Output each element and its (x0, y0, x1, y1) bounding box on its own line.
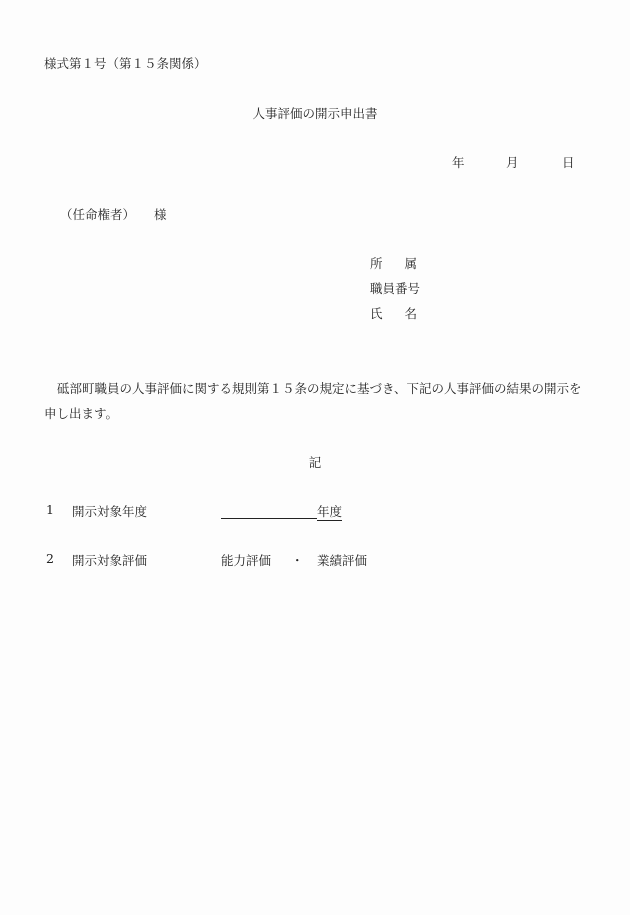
item-number: 1 (46, 502, 54, 517)
option-separator: ・ (291, 553, 304, 568)
staff-number-label: 職員番号 (370, 281, 421, 296)
appointing-authority-label: （任命権者） (60, 207, 136, 222)
option-ability-evaluation: 能力評価 (221, 553, 272, 568)
document-title: 人事評価の開示申出書 (252, 106, 378, 121)
name-label: 氏名 (370, 306, 440, 321)
date-month-label: 月 (506, 155, 519, 170)
request-statement: 砥部町職員の人事評価に関する規則第１５条の規定に基づき、下記の人事評価の結果の開示を申し出ます。 (44, 381, 582, 421)
addressee-honorific: 様 (154, 207, 167, 222)
fiscal-year-suffix: 年度 (317, 504, 343, 519)
note-heading: 記 (308, 455, 322, 470)
year-blank-field (221, 502, 317, 519)
option-performance-evaluation: 業績評価 (317, 553, 368, 568)
date-year-label: 年 (452, 155, 465, 170)
item-number: 2 (46, 551, 54, 566)
date-day-label: 日 (562, 155, 575, 170)
item-label-target-evaluation: 開示対象評価 (72, 553, 148, 568)
item-label-target-year: 開示対象年度 (72, 504, 148, 519)
affiliation-label: 所属 (370, 256, 440, 271)
form-number: 様式第１号（第１５条関係） (44, 56, 207, 71)
